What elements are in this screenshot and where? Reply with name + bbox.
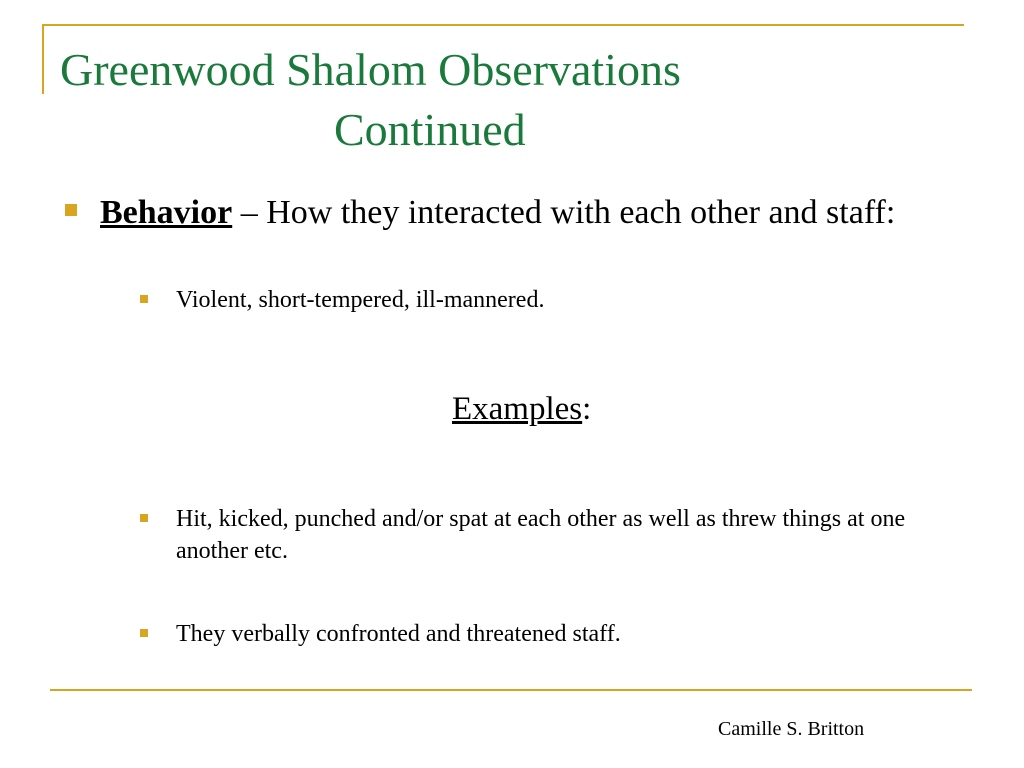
example-item-text: They verbally confronted and threatened staff. — [176, 621, 621, 647]
behavior-description: – How they interacted with each other and staff: — [232, 194, 896, 231]
example-item-text: Hit, kicked, punched and/or spat at each other as well as threw things at one another etc. — [176, 506, 906, 564]
behavior-bullet — [65, 192, 925, 233]
sub-bullet-traits — [140, 284, 970, 316]
slide-title — [60, 40, 880, 160]
square-bullet-icon — [140, 629, 148, 637]
behavior-keyword: Behavior — [100, 194, 233, 231]
square-bullet-icon — [140, 295, 148, 303]
title-line-2: Continued — [334, 104, 526, 155]
square-bullet-icon — [65, 204, 77, 216]
footer-line — [50, 689, 972, 691]
examples-heading — [452, 388, 591, 430]
title-line-1: Greenwood Shalom Observations — [60, 44, 681, 95]
examples-colon: : — [582, 391, 592, 427]
sub-bullet-traits-text: Violent, short-tempered, ill-mannered. — [176, 287, 545, 313]
example-item — [140, 503, 970, 567]
examples-label: Examples — [452, 391, 583, 427]
top-frame-line — [42, 24, 964, 26]
example-item — [140, 618, 970, 650]
left-frame-line — [42, 24, 44, 94]
square-bullet-icon — [140, 514, 148, 522]
author-name: Camille S. Britton — [718, 718, 865, 740]
